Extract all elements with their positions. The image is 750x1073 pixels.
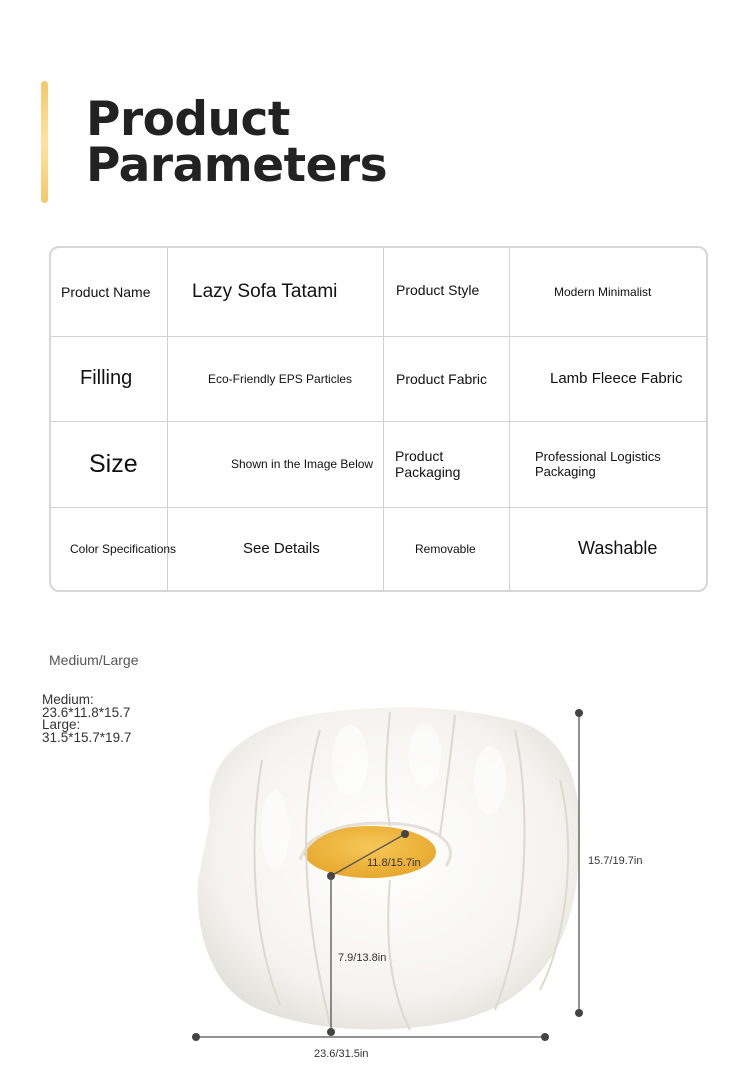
size-heading: Medium/Large (49, 652, 139, 668)
seat-depth-label: 11.8/15.7in (367, 857, 421, 869)
spec-value-product-fabric: Lamb Fleece Fabric (550, 370, 683, 387)
spec-label-color: Color Specifications (70, 541, 177, 556)
seat-height-label: 7.9/13.8in (338, 952, 387, 964)
spec-value-washable: Washable (578, 538, 658, 558)
spec-value-product-style: Modern Minimalist (554, 285, 652, 299)
spec-label-filling: Filling (80, 367, 133, 389)
spec-value-product-packaging: Professional Logistics Packaging (535, 449, 661, 479)
spec-value-filling: Eco-Friendly EPS Particles (208, 371, 353, 386)
spec-label-size: Size (89, 449, 138, 478)
spec-value-size: Shown in the Image Below (231, 457, 374, 471)
spec-label-product-style: Product Style (396, 282, 480, 298)
size-medium-value: 23.6*11.8*15.7 (42, 704, 131, 720)
size-medium-label: Medium: (42, 692, 94, 707)
spec-value-color: See Details (243, 540, 320, 557)
page-title-line-1: Product (86, 92, 290, 147)
size-large-value: 31.5*15.7*19.7 (42, 729, 132, 745)
spec-value-product-name: Lazy Sofa Tatami (192, 281, 338, 302)
spec-value-removable: Removable (415, 541, 476, 556)
width-label: 23.6/31.5in (314, 1048, 369, 1060)
spec-label-product-name: Product Name (61, 284, 151, 300)
size-large-label: Large: (42, 717, 81, 732)
spec-label-product-fabric: Product Fabric (396, 370, 488, 387)
spec-label-product-packaging: Product Packaging (395, 448, 461, 480)
height-label: 15.7/19.7in (588, 855, 643, 867)
page-title-line-2: Parameters (86, 138, 388, 193)
